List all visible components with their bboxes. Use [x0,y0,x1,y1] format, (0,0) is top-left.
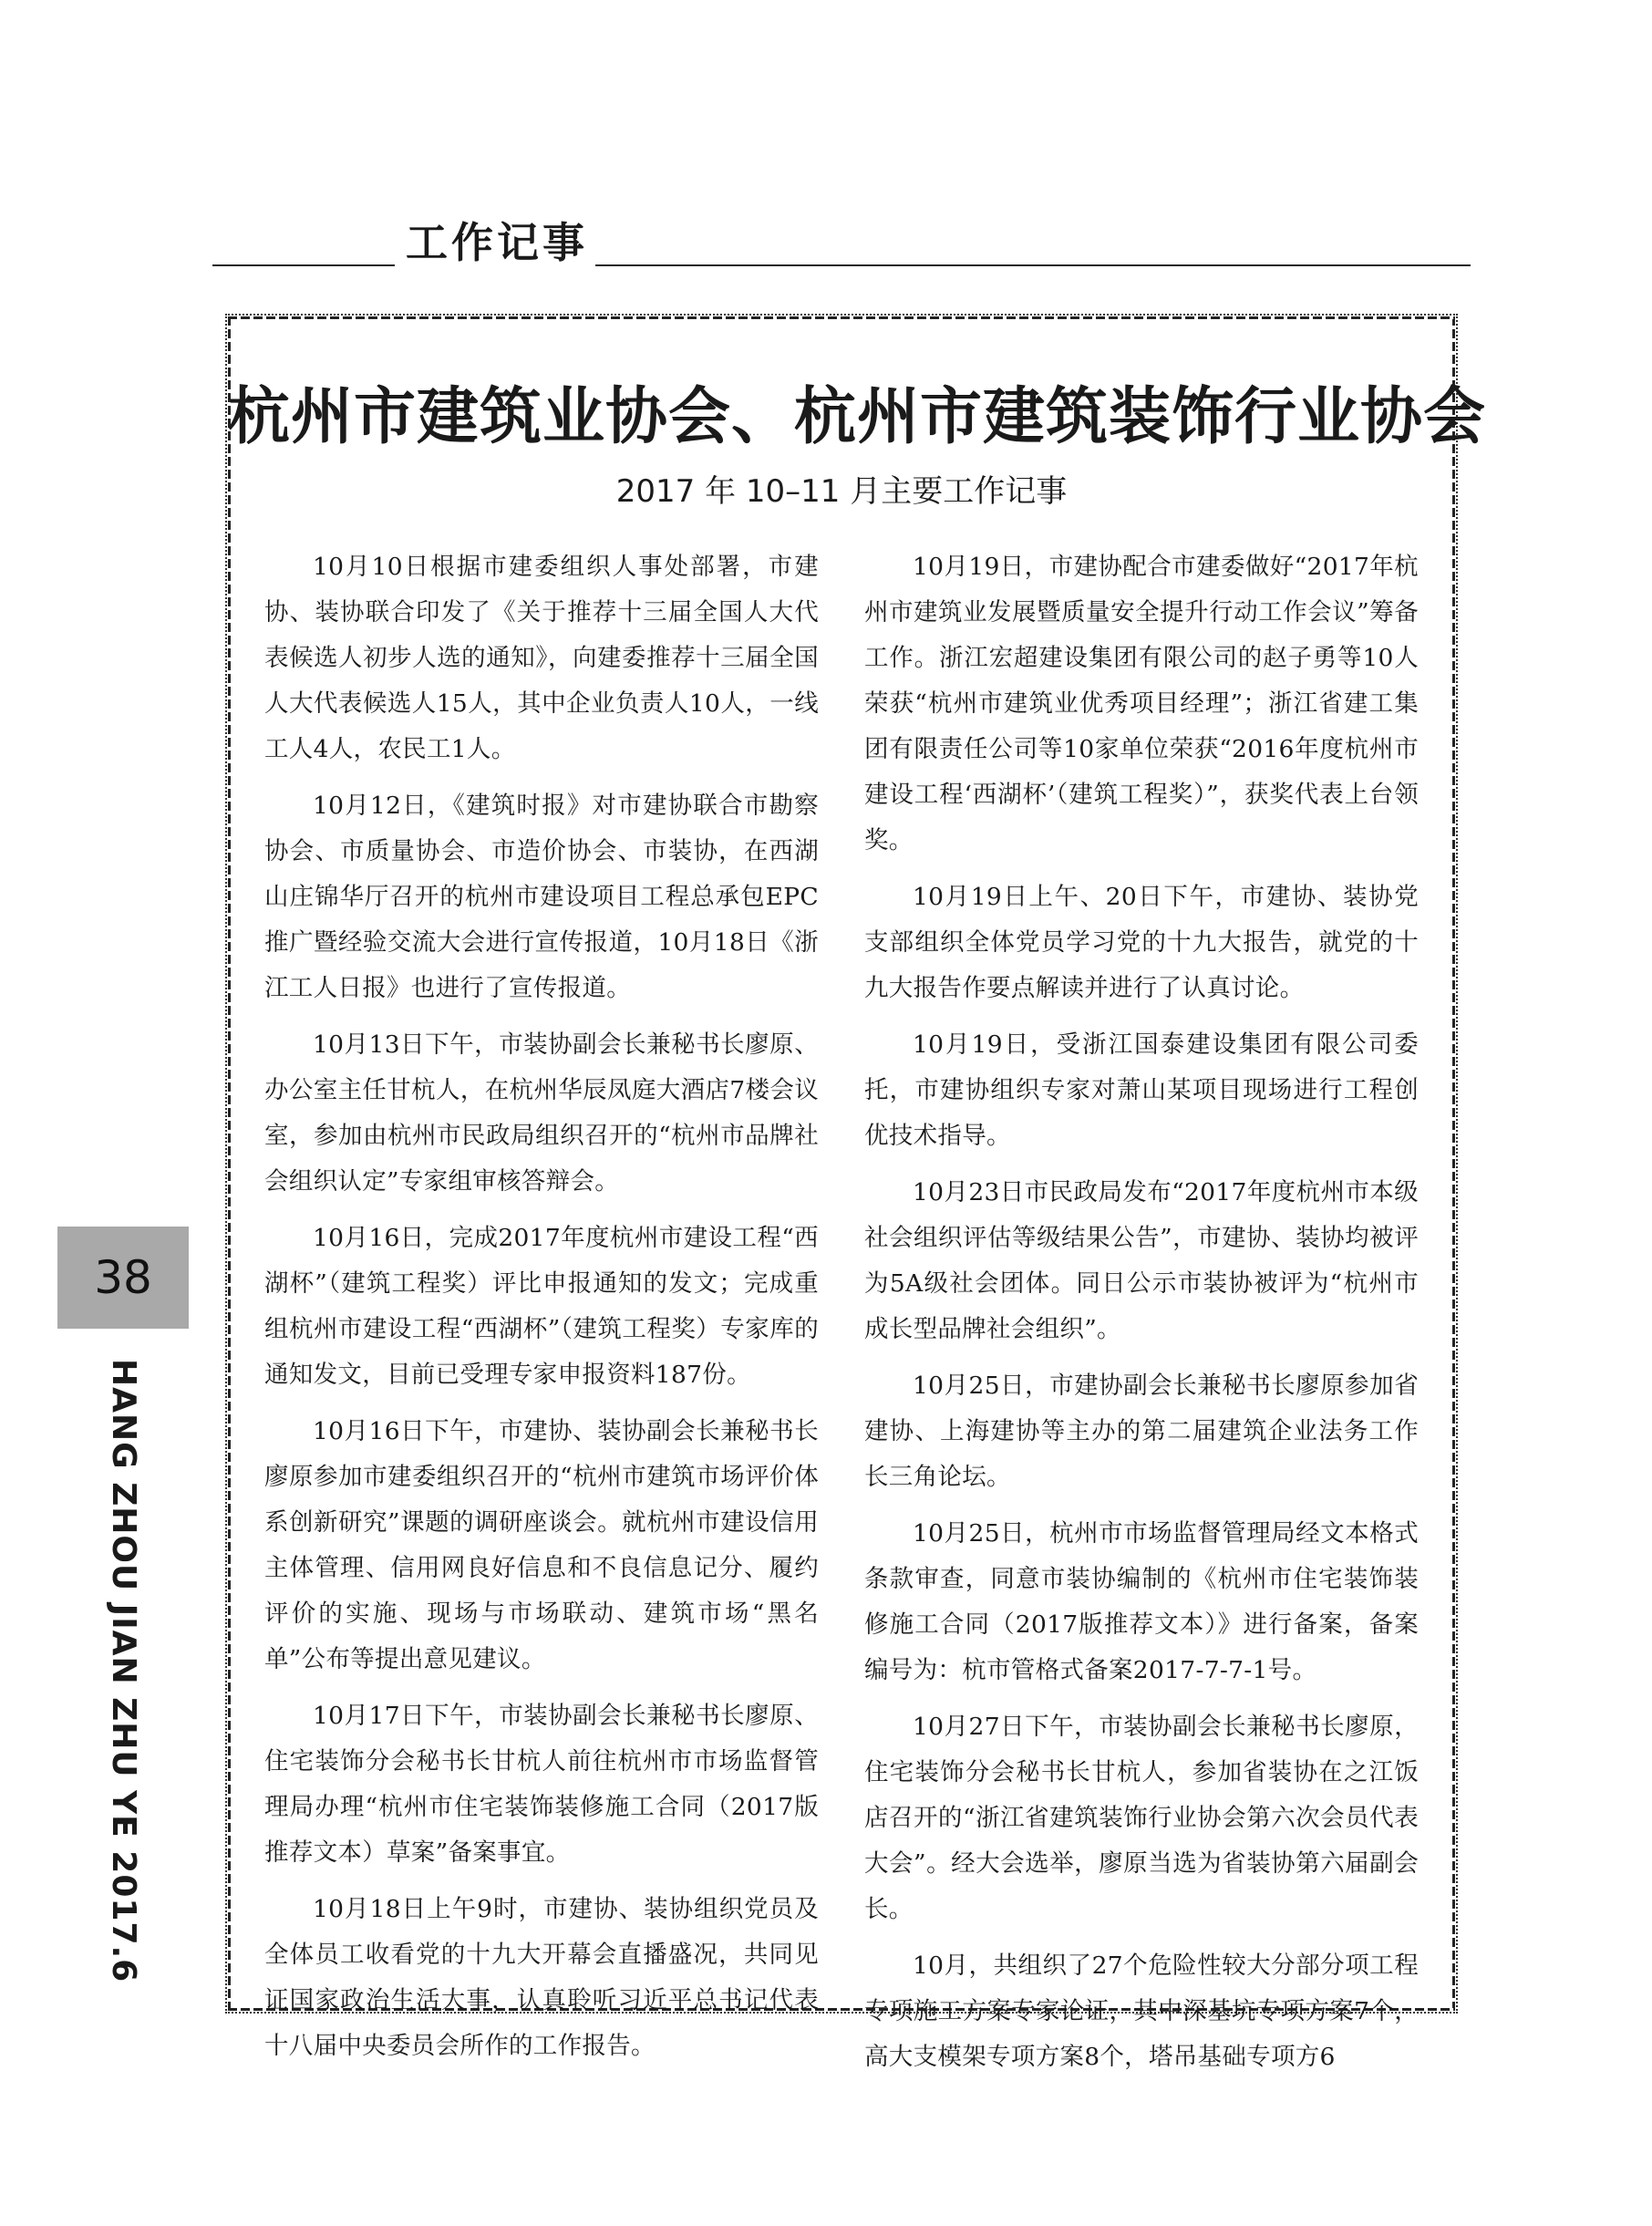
paragraph: 10月19日，市建协配合市建委做好“2017年杭州市建筑业发展暨质量安全提升行动工作会议”筹备工作。浙江宏超建设集团有限公司的赵子勇等10人荣获“杭州市建筑业优秀项目经理”；浙江省建工集团有限责任公司等10家单位荣获“2016年度杭州市建设工程‘西湖杯’（建筑工程奖）”，获奖代表上台领奖。 [864,553,1419,854]
paragraph: 10月27日下午，市装协副会长兼秘书长廖原，住宅装饰分会秘书长甘杭人，参加省装协在之江饭店召开的“浙江省建筑装饰行业协会第六次会员代表大会”。经大会选举，廖原当选为省装协第六届副会长。 [864,1713,1419,1923]
caption-text: HANG ZHOU JIAN ZHU YE 2017.6 [105,1359,142,1983]
section-header [212,217,1471,272]
paragraph: 10月13日下午，市装协副会长兼秘书长廖原、办公室主任甘杭人，在杭州华辰凤庭大酒店7楼会议室，参加由杭州市民政局组织召开的“杭州市品牌社会组织认定”专家组审核答辩会。 [264,1030,819,1196]
article-title: 杭州市建筑业协会、杭州市建筑装饰行业协会 [228,380,1487,453]
section-label: 工作记事 [406,218,588,267]
header-rule-left [212,264,395,266]
paragraph: 10月19日，受浙江国泰建设集团有限公司委托，市建协组织专家对萧山某项目现场进行工程创优技术指导。 [864,1030,1419,1150]
right-column [864,544,1419,2071]
page-number: 38 [57,1227,189,1329]
paragraph: 10月23日市民政局发布“2017年度杭州市本级社会组织评估等级结果公告”，市建协、装协均被评为5A级社会团体。同日公示市装协被评为“杭州市成长型品牌社会组织”。 [864,1178,1419,1343]
paragraph: 10月18日上午9时，市建协、装协组织党员及全体员工收看党的十九大开幕会直播盛况，共同见证国家政治生活大事，认真聆听习近平总书记代表十八届中央委员会所作的工作报告。 [264,1895,819,2060]
paragraph: 10月，共组织了27个危险性较大分部分项工程专项施工方案专家论证，其中深基坑专项方案7个，高大支模架专项方案8个，塔吊基础专项方6 [864,1952,1419,2071]
paragraph: 10月16日下午，市建协、装协副会长兼秘书长廖原参加市建委组织召开的“杭州市建筑市场评价体系创新研究”课题的调研座谈会。就杭州市建设信用主体管理、信用网良好信息和不良信息记分、履约评价的实施、现场与市场联动、建筑市场“黑名单”公布等提出意见建议。 [264,1417,819,1673]
article-frame [217,305,1487,2071]
paragraph: 10月16日，完成2017年度杭州市建设工程“西湖杯”（建筑工程奖）评比申报通知的发文；完成重组杭州市建设工程“西湖杯”（建筑工程奖）专家库的通知发文，目前已受理专家申报资料187份。 [264,1224,819,1389]
paragraph: 10月10日根据市建委组织人事处部署，市建协、装协联合印发了《关于推荐十三届全国人大代表候选人初步人选的通知》，向建委推荐十三届全国人大代表候选人15人，其中企业负责人10人，一线工人4人，农民工1人。 [264,553,819,763]
paragraph: 10月25日，杭州市市场监督管理局经文本格式条款审查，同意市装协编制的《杭州市住宅装饰装修施工合同（2017版推荐文本）》进行备案，备案编号为：杭市管格式备案2017-7-7-1号。 [864,1519,1419,1684]
article-body [264,544,1419,2071]
paragraph: 10月12日，《建筑时报》对市建协联合市勘察协会、市质量协会、市造价协会、市装协，在西湖山庄锦华厅召开的杭州市建设项目工程总承包EPC推广暨经验交流大会进行宣传报道，10月18日《浙江工人日报》也进行了宣传报道。 [264,792,819,1002]
article-subtitle: 2017 年 10–11 月主要工作记事 [615,473,1068,510]
paragraph: 10月19日上午、20日下午，市建协、装协党支部组织全体党员学习党的十九大报告，就党的十九大报告作要点解读并进行了认真讨论。 [864,883,1419,1002]
header-rule-right [595,264,1471,266]
paragraph: 10月17日下午，市装协副会长兼秘书长廖原、住宅装饰分会秘书长甘杭人前往杭州市市场监督管理局办理“杭州市住宅装饰装修施工合同（2017版推荐文本）草案”备案事宜。 [264,1702,819,1867]
left-column [264,544,819,2060]
paragraph: 10月25日，市建协副会长兼秘书长廖原参加省建协、上海建协等主办的第二届建筑企业法务工作长三角论坛。 [864,1372,1419,1491]
